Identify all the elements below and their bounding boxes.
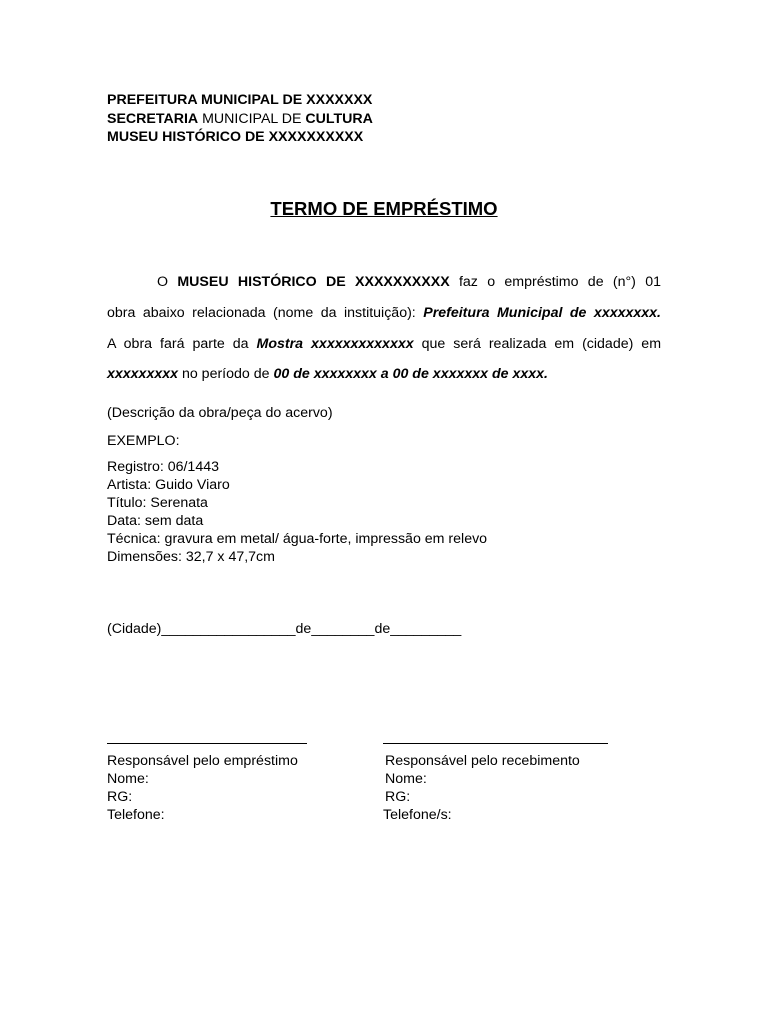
p1-text-a: O: [157, 274, 178, 290]
signature-lender: [107, 743, 307, 824]
detail-titulo: Título: Serenata: [107, 495, 208, 511]
p3-text-a: A obra fará parte da: [107, 335, 257, 352]
p1-museum-name: MUSEU HISTÓRICO DE XXXXXXXXXX: [177, 274, 450, 290]
header-museu: MUSEU HISTÓRICO DE XXXXXXXXXX: [107, 129, 364, 145]
p1-text-c: faz o empréstimo de (n°) 01: [449, 274, 661, 290]
document-header: [107, 91, 373, 147]
p3-text-c: que será realizada em (cidade) em: [413, 335, 662, 352]
paragraph-line-1: [107, 267, 661, 298]
lender-rg: RG:: [107, 789, 133, 805]
lender-name: Nome:: [107, 771, 149, 787]
lender-role: Responsável pelo empréstimo: [107, 753, 298, 769]
borrower-phone: Telefone/s:: [383, 807, 452, 823]
signature-line-left: [107, 743, 307, 744]
p4-text-b: no período de: [178, 366, 274, 383]
paragraph-line-4: [107, 359, 661, 390]
detail-data: Data: sem data: [107, 513, 204, 529]
detail-artista: Artista: Guido Viaro: [107, 477, 230, 493]
p3-exhibition: Mostra xxxxxxxxxxxxx: [256, 335, 414, 352]
borrower-name: Nome:: [385, 771, 427, 787]
paragraph-line-2: [107, 298, 661, 329]
header-secretaria: [107, 110, 373, 129]
detail-registro: Registro: 06/1443: [107, 459, 219, 475]
detail-tecnica: Técnica: gravura em metal/ água-forte, impressão em relevo: [107, 531, 488, 547]
paragraph-line-3: [107, 329, 661, 360]
loan-paragraph: [107, 267, 661, 390]
p4-city: xxxxxxxxx: [107, 366, 179, 383]
description-intro: (Descrição da obra/peça do acervo): [107, 405, 333, 421]
artwork-details: [107, 458, 487, 566]
example-label: EXEMPLO:: [107, 433, 180, 449]
header-secretaria-bold: SECRETARIA: [107, 110, 199, 127]
signature-borrower: [383, 743, 608, 824]
document-title: TERMO DE EMPRÉSTIMO: [270, 198, 498, 219]
header-prefeitura: PREFEITURA MUNICIPAL DE XXXXXXX: [107, 92, 373, 108]
borrower-rg: RG:: [385, 789, 411, 805]
signature-line-right: [383, 743, 608, 744]
p2-text-a: obra abaixo relacionada (nome da instituição):: [107, 304, 424, 321]
p2-institution: Prefeitura Municipal de xxxxxxxx.: [423, 304, 661, 321]
borrower-role: Responsável pelo recebimento: [385, 753, 580, 769]
lender-phone: Telefone:: [107, 807, 165, 823]
date-line: (Cidade)_________________de________de_________: [107, 621, 462, 637]
p4-period: 00 de xxxxxxxx a 00 de xxxxxxx de xxxx.: [273, 366, 548, 383]
header-secretaria-end: CULTURA: [305, 110, 373, 127]
header-secretaria-mid: MUNICIPAL DE: [198, 110, 306, 127]
detail-dimensoes: Dimensões: 32,7 x 47,7cm: [107, 549, 275, 565]
